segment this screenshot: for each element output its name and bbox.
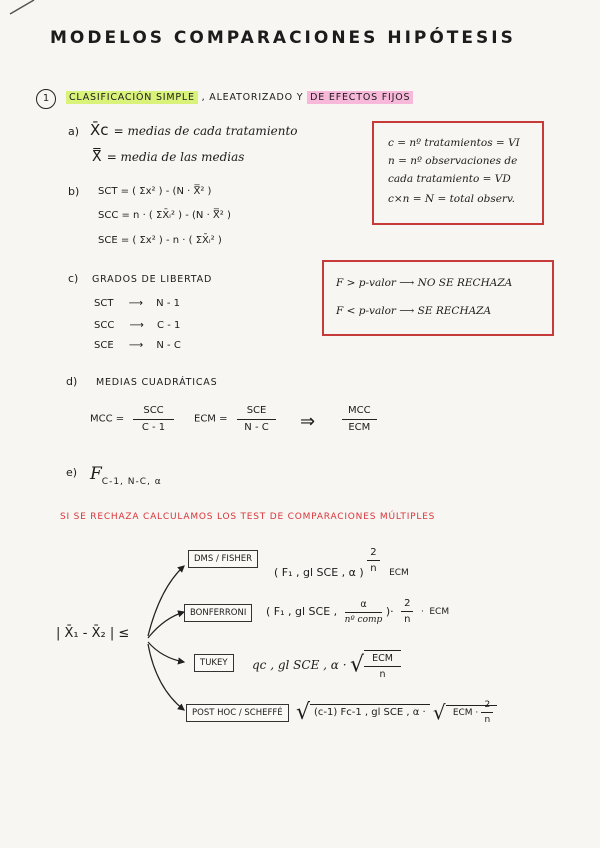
f-ratio-numerator: MCC (342, 405, 377, 420)
frac-num: ECM (364, 653, 401, 667)
b-scc: SCC = n · ( ΣX̄ᵢ² ) - (N · X̿² ) (98, 210, 231, 221)
sqrt-icon: √ (350, 652, 365, 678)
page-title: MODELOS COMPARACIONES HIPÓTESIS (50, 28, 516, 48)
formula-dms-frac (367, 547, 379, 574)
c-row (94, 298, 180, 309)
section-part2: DE EFECTOS FIJOS (307, 91, 413, 104)
c-row-name: SCC (94, 320, 115, 331)
method-tukey: TUKEY (194, 654, 234, 672)
branch-arrows (140, 548, 200, 728)
formula-scheffe-frac (481, 700, 493, 725)
frac-den: n (379, 669, 386, 680)
a-label: a) (68, 125, 80, 138)
c-row-name: SCT (94, 298, 114, 309)
f-ratio-denominator: ECM (348, 422, 371, 433)
ecm-lhs: ECM = (194, 413, 228, 425)
formula-dms (274, 547, 409, 579)
e-label: e) (66, 466, 78, 479)
frac-den: n (484, 715, 491, 725)
formula-dms-ecm: ECM (389, 567, 409, 578)
c-row-value: C - 1 (157, 320, 181, 331)
decision-line2: F < p-valor ⟶ SE RECHAZA (336, 305, 492, 317)
b-label: b) (68, 185, 80, 198)
formula-bonf-args: ( F₁ , gl SCE , (266, 605, 338, 618)
frac-den: n (370, 563, 377, 574)
e-f-symbol: F (90, 464, 102, 484)
d-label: d) (66, 375, 78, 388)
legend-line3: cada tratamiento = VD (388, 173, 511, 185)
legend-box (372, 121, 544, 225)
formula-tukey-sqrt (364, 650, 401, 680)
c-label: c) (68, 272, 79, 285)
c-title: GRADOS DE LIBERTAD (92, 274, 213, 285)
ecm-formula (194, 405, 276, 433)
c-row-value: N - C (156, 340, 181, 351)
c-row-name: SCE (94, 340, 114, 351)
method-scheffe: POST HOC / SCHEFFÉ (186, 704, 289, 722)
a-line1-symbol: X̄c (90, 121, 109, 139)
formula-bonferroni: ( F₁ , gl SCE , $\frac{\alpha}{\text{nº comp}}$ )· $\frac{2}{n}$ · ECM (266, 598, 450, 625)
frac-den: nº comp (344, 614, 383, 625)
formula-bonf-frac (401, 598, 413, 625)
mcc-fraction (133, 405, 173, 433)
a-line2 (92, 146, 244, 165)
method-bonferroni: BONFERRONI (184, 604, 252, 622)
decision-line1: F > p-valor ⟶ NO SE RECHAZA (336, 277, 513, 289)
arrow-icon: ⟶ (129, 320, 144, 331)
a-line2-text: = media de las medias (106, 150, 245, 164)
c-row (94, 320, 180, 331)
section-part1: CLASIFICACIÓN SIMPLE (66, 91, 198, 104)
sqrt-icon: √ (432, 700, 446, 725)
sqrt-icon: √ (296, 700, 311, 725)
method-dms-fisher: DMS / FISHER (188, 550, 258, 568)
formula-tukey-args: qc , gl SCE , α · (252, 658, 347, 672)
formula-bonf-ecm: ECM (429, 606, 450, 617)
frac-num: 2 (481, 700, 493, 713)
formula-scheffe-ecm: ECM · (452, 707, 479, 718)
reject-note: SI SE RECHAZA CALCULAMOS LOS TEST DE COMPARACIONES MÚLTIPLES (60, 512, 436, 522)
b-sce: SCE = ( Σx² ) - n · ( ΣX̄ᵢ² ) (98, 235, 222, 246)
formula-scheffe-args: (c-1) Fc-1 , gl SCE , α · (310, 704, 430, 718)
mcc-lhs: MCC = (90, 413, 125, 425)
pencil-mark (4, 0, 44, 20)
section-number: 1 (36, 89, 56, 109)
d-title: MEDIAS CUADRÁTICAS (96, 377, 218, 388)
e-subscript: C-1, N-C, α (101, 477, 162, 487)
mcc-numerator: SCC (133, 405, 173, 420)
b-sct: SCT = ( Σx² ) - (N · X̿² ) (98, 186, 212, 197)
decision-box (322, 260, 554, 336)
e-expression (90, 464, 162, 487)
legend-line4: c×n = N = total observ. (388, 193, 515, 205)
formula-scheffe (296, 700, 497, 725)
c-row (94, 340, 181, 351)
f-ratio (342, 405, 377, 433)
implies-icon: ⇒ (300, 411, 316, 432)
mc-lhs: | X̄₁ - X̄₂ | ≤ (56, 626, 130, 641)
formula-tukey (252, 650, 401, 680)
legend-line2: n = nº observaciones de (388, 155, 518, 167)
frac-num: 2 (401, 598, 413, 612)
mcc-formula (90, 405, 174, 433)
formula-dms-args: ( F₁ , gl SCE , α ) (274, 566, 364, 580)
arrow-icon: ⟶ (128, 298, 143, 309)
formula-bonf-alpha (345, 599, 383, 625)
f-ratio-fraction (342, 405, 377, 433)
a-line1-text: = medias de cada tratamiento (113, 124, 298, 138)
legend-line1: c = nº tratamientos = VI (388, 137, 520, 149)
frac-den: n (404, 614, 411, 625)
section-header (66, 92, 413, 103)
mcc-denominator: C - 1 (141, 422, 166, 433)
frac-num: 2 (367, 547, 379, 561)
a-line1 (90, 120, 298, 139)
c-row-value: N - 1 (156, 298, 180, 309)
ecm-denominator: N - C (244, 422, 269, 433)
ecm-fraction (237, 405, 277, 433)
arrow-icon: ⟶ (128, 340, 144, 351)
formula-scheffe-inner (446, 700, 498, 725)
a-line2-symbol: X̿ (92, 149, 102, 165)
ecm-numerator: SCE (237, 405, 277, 420)
frac-num: α (345, 599, 383, 613)
section-sep: , ALEATORIZADO Y (201, 92, 304, 103)
